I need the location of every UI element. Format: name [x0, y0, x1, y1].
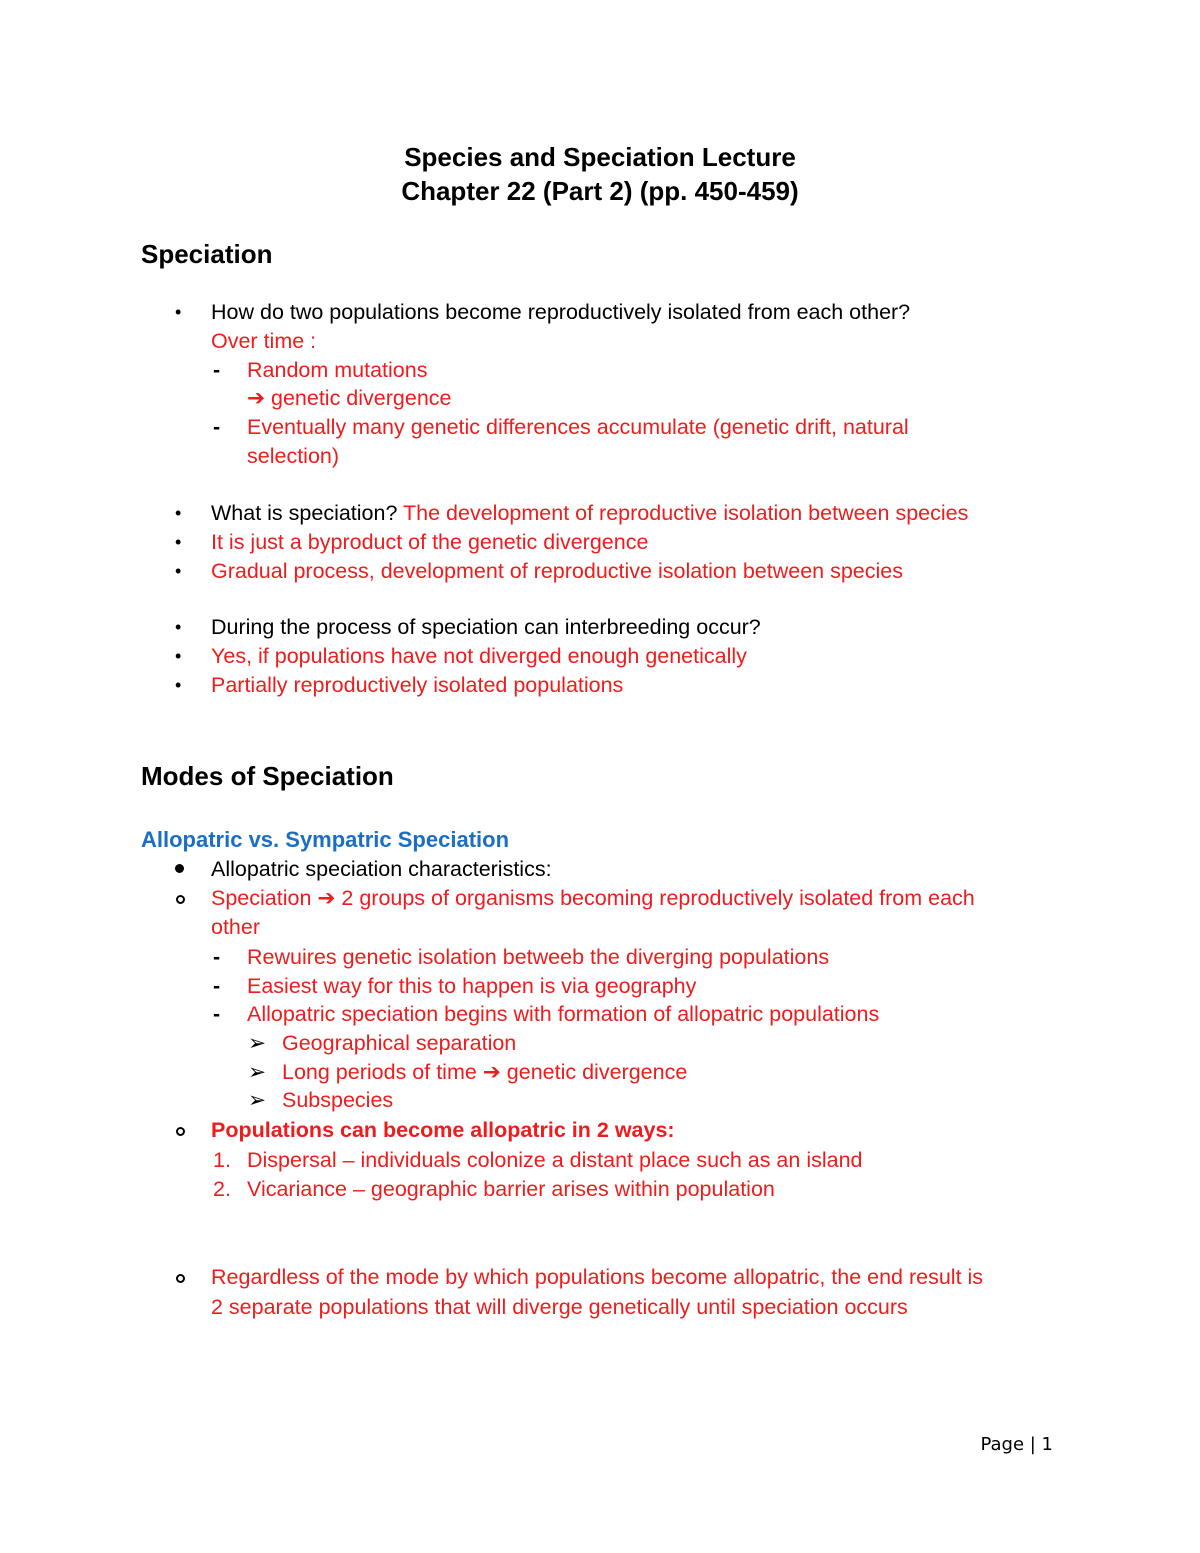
allopatric-begins-text: Allopatric speciation begins with formation of allopatric populations: [247, 1002, 880, 1026]
arrowhead-bullet-icon: ➢: [248, 1031, 267, 1055]
subheading-allopatric-sympatric: Allopatric vs. Sympatric Speciation: [141, 827, 510, 852]
dash-icon: -: [213, 945, 221, 969]
geographical-separation-text: Geographical separation: [282, 1031, 517, 1055]
answer-text: The development of reproductive isolation between species: [403, 501, 969, 525]
allopatric-characteristics-text: Allopatric speciation characteristics:: [211, 857, 552, 881]
byproduct-text: It is just a byproduct of the genetic divergence: [211, 530, 649, 554]
question-what-is-speciation: [211, 499, 968, 527]
regardless-text-2: 2 separate populations that will diverge genetically until speciation occurs: [211, 1295, 908, 1319]
arrow-right-icon: ➔: [247, 386, 266, 410]
question-reproductive-isolation: How do two populations become reproductively isolated from each other?: [211, 300, 911, 324]
page-number: Page | 1: [980, 1434, 1053, 1455]
long-periods-result-text: genetic divergence: [506, 1060, 688, 1084]
document-title: Species and Speciation Lecture: [404, 142, 796, 172]
over-time-text: Over time :: [211, 329, 317, 353]
dash-icon: -: [213, 974, 221, 998]
arrowhead-bullet-icon: ➢: [248, 1060, 267, 1084]
partially-isolated-text: Partially reproductively isolated populations: [211, 673, 624, 697]
list-number: 2.: [213, 1177, 231, 1201]
speciation-definition-text-2: other: [211, 915, 261, 939]
random-mutations-text: Random mutations: [247, 358, 428, 382]
bullet-icon: •: [175, 617, 182, 637]
circle-bullet-icon: [176, 895, 185, 904]
speciation-definition-line: [211, 884, 975, 912]
dash-icon: -: [213, 415, 221, 439]
bullet-icon: •: [175, 675, 182, 695]
bullet-icon: •: [175, 532, 182, 552]
arrow-right-icon: ➔: [317, 886, 336, 910]
accumulate-text-1: Eventually many genetic differences accumulate (genetic drift, natural: [247, 415, 909, 439]
regardless-text-1: Regardless of the mode by which populations become allopatric, the end result is: [211, 1265, 984, 1289]
section-heading-modes: Modes of Speciation: [141, 761, 394, 791]
bullet-icon: •: [175, 503, 182, 523]
list-number: 1.: [213, 1148, 231, 1172]
subspecies-text: Subspecies: [282, 1088, 394, 1112]
arrowhead-bullet-icon: ➢: [248, 1088, 267, 1112]
bullet-icon: [175, 864, 184, 873]
question-text: What is speciation?: [211, 501, 398, 525]
accumulate-text-2: selection): [247, 444, 340, 468]
speciation-label: Speciation: [211, 886, 312, 910]
arrow-right-icon: ➔: [482, 1060, 501, 1084]
yes-answer-text: Yes, if populations have not diverged enough genetically: [211, 644, 747, 668]
two-ways-text: Populations can become allopatric in 2 ways:: [211, 1118, 675, 1142]
gradual-process-text: Gradual process, development of reproductive isolation between species: [211, 559, 903, 583]
vicariance-text: Vicariance – geographic barrier arises within population: [247, 1177, 775, 1201]
circle-bullet-icon: [176, 1127, 185, 1136]
genetic-divergence-text: genetic divergence: [271, 386, 452, 410]
bullet-icon: •: [175, 561, 182, 581]
genetic-divergence-line: [247, 384, 451, 412]
dash-icon: -: [213, 1002, 221, 1026]
circle-bullet-icon: [176, 1274, 185, 1283]
bullet-icon: •: [175, 646, 182, 666]
dispersal-text: Dispersal – individuals colonize a distant place such as an island: [247, 1148, 863, 1172]
dash-icon: -: [213, 358, 221, 382]
easiest-way-text: Easiest way for this to happen is via geography: [247, 974, 697, 998]
bullet-icon: •: [175, 302, 182, 322]
question-interbreeding: During the process of speciation can interbreeding occur?: [211, 615, 761, 639]
long-periods-line: [282, 1058, 687, 1086]
section-heading-speciation: Speciation: [141, 239, 273, 269]
rewuires-text: Rewuires genetic isolation betweeb the diverging populations: [247, 945, 830, 969]
long-periods-text: Long periods of time: [282, 1060, 477, 1084]
document-subtitle: Chapter 22 (Part 2) (pp. 450-459): [401, 176, 799, 206]
speciation-definition-text: 2 groups of organisms becoming reproductively isolated from each: [341, 886, 975, 910]
